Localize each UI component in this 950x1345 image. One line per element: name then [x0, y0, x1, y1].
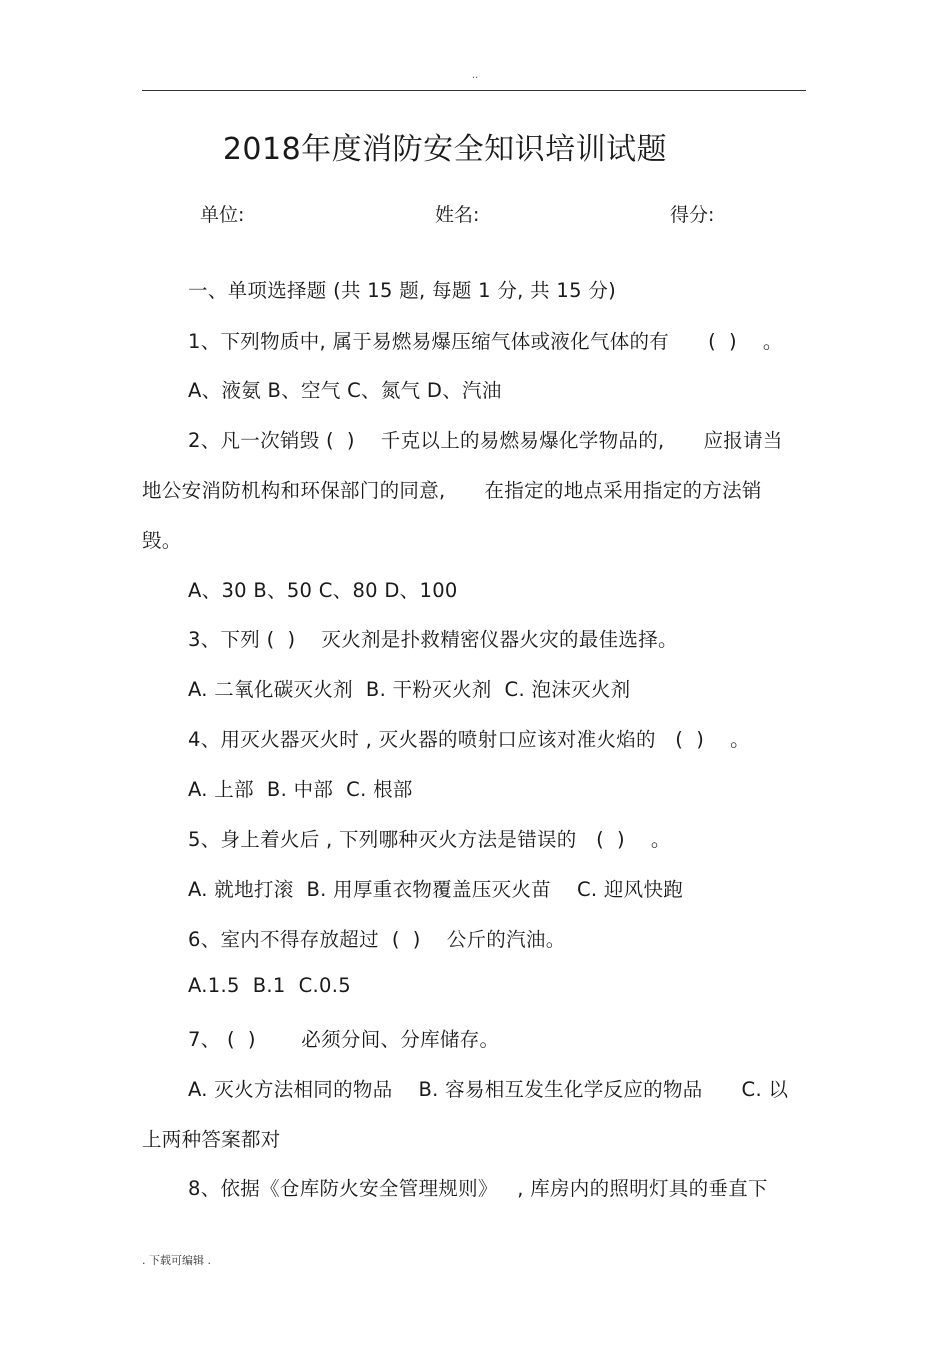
question-7-options: A. 灭火方法相同的物品 B. 容易相互发生化学反应的物品 C. 以	[188, 1078, 789, 1101]
question-2-cont: 地公安消防机构和环保部门的同意, 在指定的地点采用指定的方法销	[142, 479, 762, 502]
question-1: 1、下列物质中, 属于易燃易爆压缩气体或液化气体的有 ( ) 。	[188, 330, 783, 353]
question-2: 2、凡一次销毁 ( ) 千克以上的易燃易爆化学物品的, 应报请当	[188, 429, 783, 452]
question-4-options: A. 上部 B. 中部 C. 根部	[188, 778, 413, 801]
score-label: 得分:	[670, 204, 715, 226]
question-5: 5、身上着火后 , 下列哪种灭火方法是错误的 ( ) 。	[188, 828, 671, 851]
footer-note: . 下载可编辑 .	[142, 1254, 211, 1267]
unit-label: 单位:	[200, 204, 245, 226]
question-5-options: A. 就地打滚 B. 用厚重衣物覆盖压灭火苗 C. 迎风快跑	[188, 878, 684, 901]
question-1-options: A、液氨 B、空气 C、氮气 D、汽油	[188, 379, 502, 402]
question-2-options: A、30 B、50 C、80 D、100	[188, 579, 458, 602]
question-7: 7、 ( ) 必须分间、分库储存。	[188, 1028, 500, 1051]
page-title: 2018年度消防安全知识培训试题	[222, 132, 668, 167]
header-rule	[142, 90, 806, 91]
name-label: 姓名:	[435, 204, 480, 226]
question-8: 8、依据《仓库防火安全管理规则》 , 库房内的照明灯具的垂直下	[188, 1177, 768, 1200]
question-7-options-cont: 上两种答案都对	[142, 1128, 281, 1151]
question-6: 6、室内不得存放超过 ( ) 公斤的汽油。	[188, 928, 566, 951]
question-3-options: A. 二氧化碳灭火剂 B. 干粉灭火剂 C. 泡沫灭火剂	[188, 678, 631, 701]
header-dots: ..	[471, 70, 479, 81]
section-heading: 一、单项选择题 (共 15 题, 每题 1 分, 共 15 分)	[188, 279, 617, 302]
question-2-end: 毁。	[142, 529, 182, 552]
question-4: 4、用灭火器灭火时 , 灭火器的喷射口应该对准火焰的 ( ) 。	[188, 728, 750, 751]
question-6-options: A.1.5 B.1 C.0.5	[188, 974, 351, 997]
question-3: 3、下列 ( ) 灭火剂是扑救精密仪器火灾的最佳选择。	[188, 628, 678, 651]
